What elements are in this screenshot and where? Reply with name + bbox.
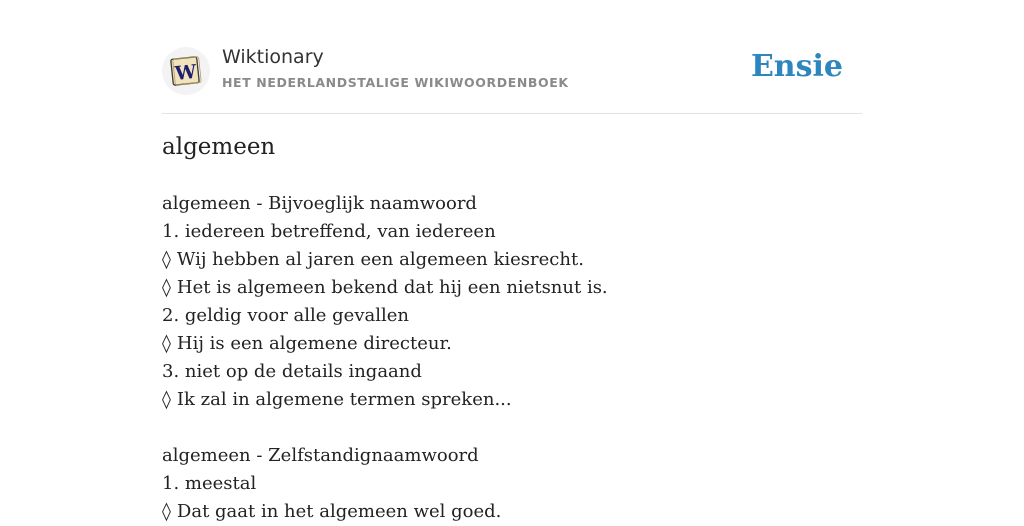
ensie-brand-link[interactable]: Ensie [750,49,843,84]
site-header [162,0,862,114]
entry-heading: algemeen - Zelfstandignaamwoord [162,445,479,466]
page-title: algemeen [162,134,276,160]
sense-line: 1. meestal [162,473,257,494]
entry-adjective [162,190,862,414]
sense-line: 1. iedereen betreffend, van iedereen [162,221,496,242]
diamond-icon: ◊ [162,333,171,354]
example-text: Hij is een algemene directeur. [176,333,452,354]
svg-text:W: W [173,60,198,85]
sense-line: 2. geldig voor alle gevallen [162,305,409,326]
diamond-icon: ◊ [162,249,171,270]
example-text: Het is algemeen bekend dat hij een nietsnut is. [176,277,608,298]
entry-noun [162,442,862,526]
example-text: Wij hebben al jaren een algemeen kiesrecht. [176,249,584,270]
example-line [162,274,862,302]
diamond-icon: ◊ [162,389,171,410]
example-text: Dat gaat in het algemeen wel goed. [176,501,502,522]
example-line [162,386,862,414]
entry-separator [162,414,862,442]
example-line [162,498,862,526]
entry-heading: algemeen - Bijvoeglijk naamwoord [162,193,477,214]
diamond-icon: ◊ [162,277,171,298]
example-text: Ik zal in algemene termen spreken... [176,389,512,410]
wiktionary-logo-icon [169,54,203,88]
site-subtitle: HET NEDERLANDSTALIGE WIKIWOORDENBOEK [222,75,569,90]
example-line [162,330,862,358]
page-container [162,0,862,522]
definition-list [162,190,862,526]
diamond-icon: ◊ [162,501,171,522]
example-line [162,246,862,274]
sense-line: 3. niet op de details ingaand [162,361,422,382]
site-name[interactable]: Wiktionary [222,46,324,68]
wiktionary-logo[interactable] [162,47,210,95]
